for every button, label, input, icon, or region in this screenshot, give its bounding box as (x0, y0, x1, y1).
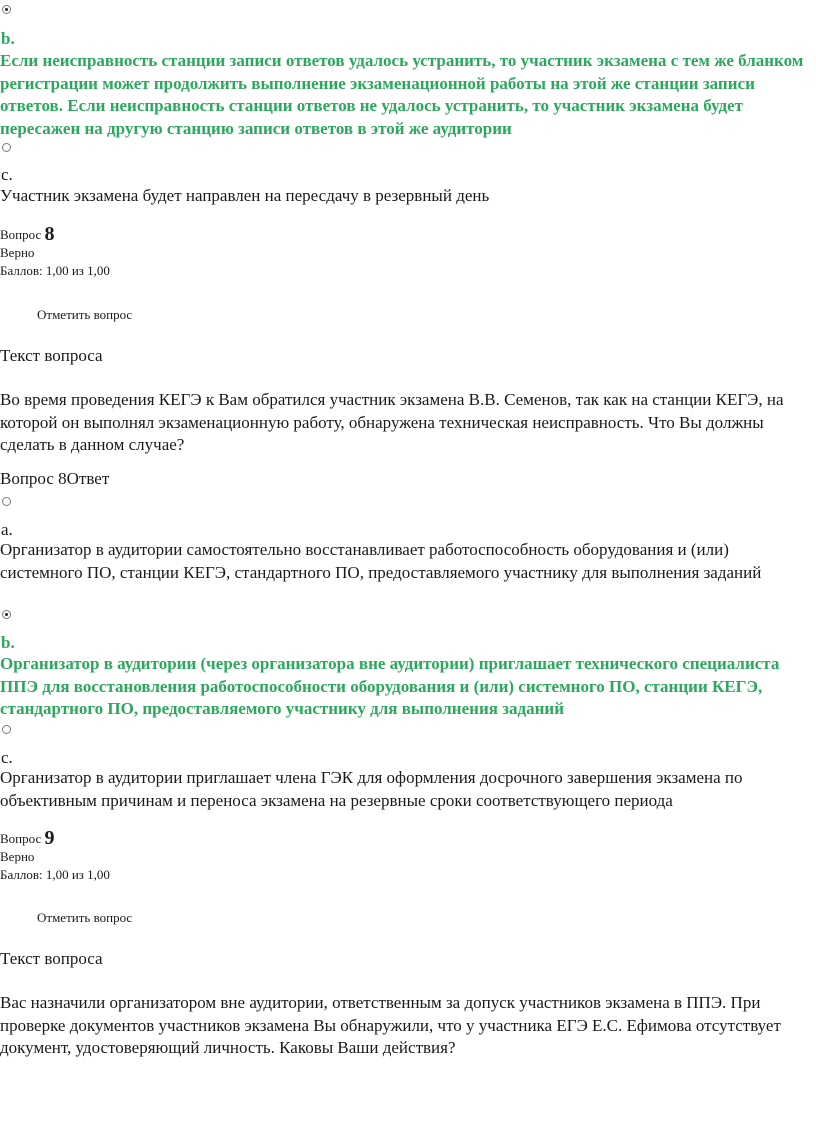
q7-option-b-letter: b. (1, 29, 15, 48)
q7-option-c-radio[interactable] (2, 143, 11, 152)
q9-status: Верно (0, 849, 35, 864)
q9-number: 9 (44, 827, 55, 849)
q9-score: Баллов: 1,00 из 1,00 (0, 867, 110, 882)
q8-option-c-radio[interactable] (2, 725, 11, 734)
q8-option-a-radio[interactable] (2, 497, 11, 506)
q9-label: Вопрос (0, 831, 42, 846)
q9-info (0, 827, 812, 883)
q9-question-text: Вас назначили организатором вне аудитории, ответственным за допуск участников экзамена в ППЭ. При проверке документов участников экзамена Вы обнаружили, что у участника ЕГЭ Е.С. Ефимова отсутствует документ, удостоверяющий личность. Каковы Ваши действия? (0, 993, 781, 1057)
q8-label: Вопрос (0, 227, 42, 242)
q8-question-text: Во время проведения КЕГЭ к Вам обратился участник экзамена В.В. Семенов, так как на станции КЕГЭ, на которой он выполнял экзаменационную работу, обнаружена техническая неисправность. Что Вы должны сделать в данном случае? (0, 390, 784, 454)
q7-option-c-letter: c. (1, 165, 13, 184)
q8-status: Верно (0, 245, 35, 260)
q8-score: Баллов: 1,00 из 1,00 (0, 263, 110, 278)
q8-option-a-letter: a. (1, 520, 13, 539)
q8-option-a-text: Организатор в аудитории самостоятельно восстанавливает работоспособность оборудования и (или) системного ПО, станции КЕГЭ, стандартного ПО, предоставляемого участнику для выполнения заданий (0, 540, 762, 582)
q8-option-b-text: Организатор в аудитории (через организатора вне аудитории) приглашает технического специалиста ППЭ для восстановления работоспособности оборудования и (или) системного ПО, станции КЕГЭ, стандартного ПО, предоставляемого участнику для выполнения заданий (0, 654, 780, 718)
q8-number: 8 (44, 223, 55, 245)
q8-info (0, 223, 812, 279)
q8-answer-heading: Вопрос 8Ответ (0, 469, 110, 488)
q9-flag-link[interactable]: Отметить вопрос (37, 910, 133, 925)
q8-option-c-letter: c. (1, 748, 13, 767)
q9-text-heading: Текст вопроса (0, 949, 103, 968)
q7-option-b-radio[interactable] (2, 5, 11, 14)
q8-text-heading: Текст вопроса (0, 346, 103, 365)
q8-option-c-text: Организатор в аудитории приглашает члена ГЭК для оформления досрочного завершения экзамена по объективным причинам и переноса экзамена на резервные сроки соответствующего периода (0, 768, 743, 810)
q8-flag-link[interactable]: Отметить вопрос (37, 307, 133, 322)
q8-option-b-letter: b. (1, 633, 15, 652)
q7-option-b-text: Если неисправность станции записи ответов удалось устранить, то участник экзамена с тем же бланком регистрации может продолжить выполнение экзаменационной работы на этой же станции записи ответов. Если неисправность станции ответов не удалось устранить, то участник экзамена будет пересажен на другую станцию записи ответов в этой же аудитории (0, 51, 804, 138)
q7-option-c-text: Участник экзамена будет направлен на пересдачу в резервный день (0, 186, 490, 205)
q8-option-b-radio[interactable] (2, 610, 11, 619)
